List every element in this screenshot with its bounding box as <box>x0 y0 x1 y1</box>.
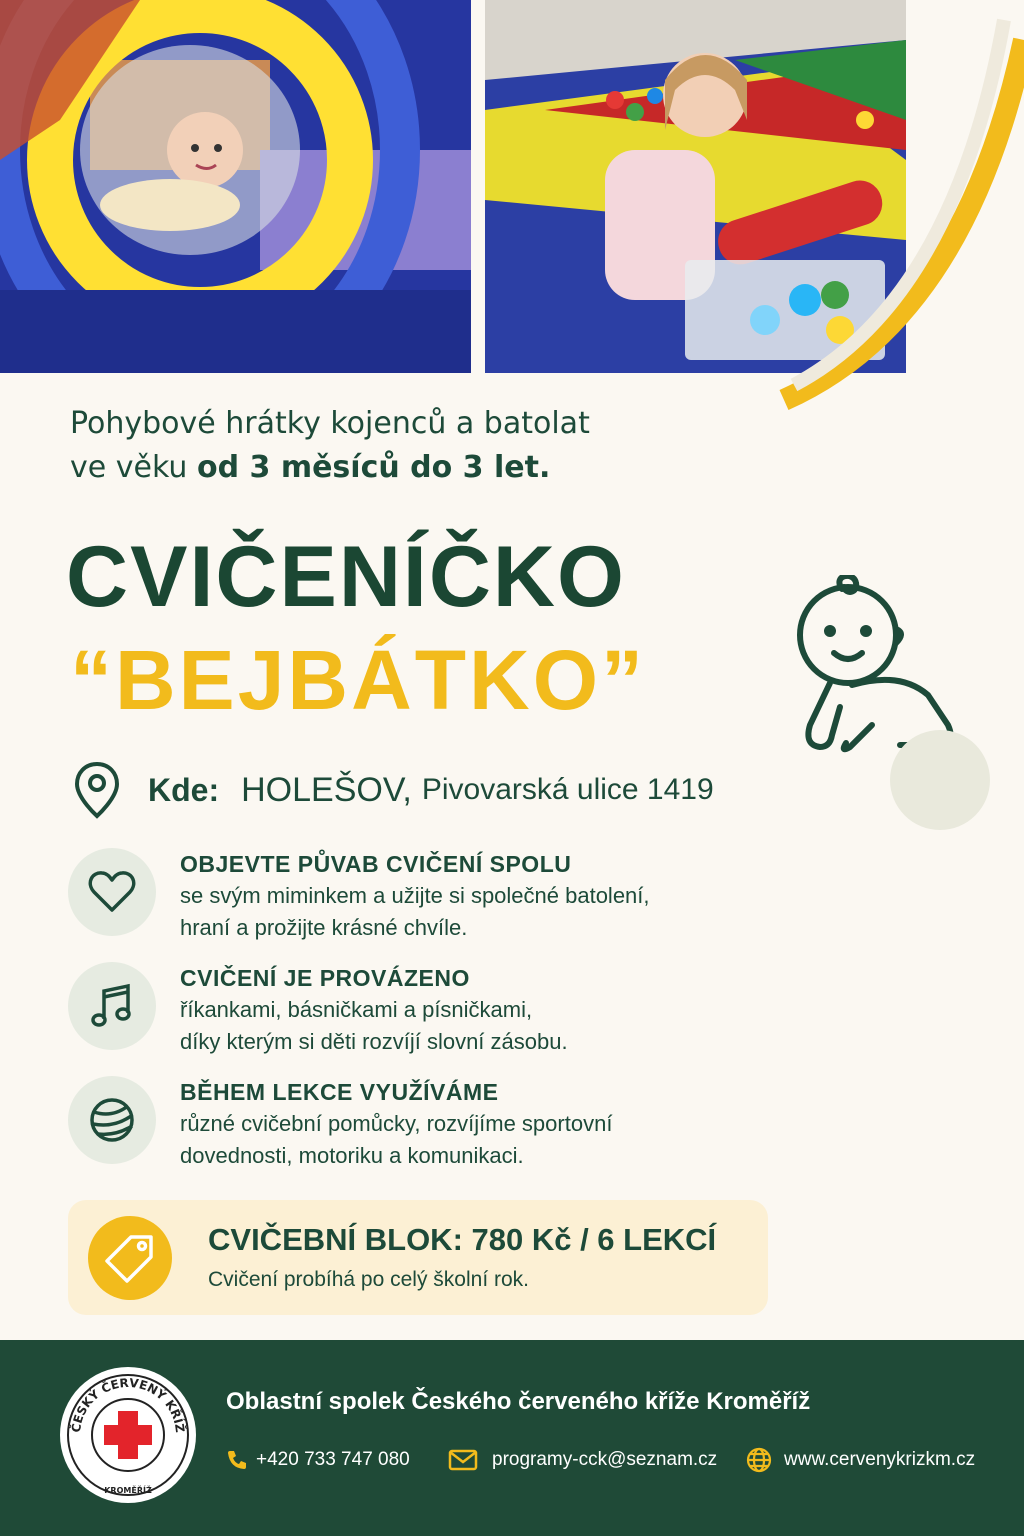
page-title: CVIČENÍČKO <box>66 529 626 625</box>
feature-title: CVIČENÍ JE PROVÁZENO <box>180 965 470 991</box>
price-title: CVIČEBNÍ BLOK: 780 Kč / 6 LEKCÍ <box>208 1222 717 1257</box>
feature-line: díky kterým si děti rozvíjí slovní zásobu. <box>180 1029 568 1054</box>
feature-title: OBJEVTE PŮVAB CVIČENÍ SPOLU <box>180 851 572 877</box>
photo-baby-tunnel <box>0 0 471 373</box>
location-street: Pivovarská ulice 1419 <box>421 773 714 806</box>
intro-age-range: od 3 měsíců do 3 let. <box>196 450 551 485</box>
footer <box>0 1340 1024 1536</box>
feature-line: se svým miminkem a užijte si společné batolení, <box>180 883 650 908</box>
intro-line-2-prefix: ve věku <box>70 450 197 485</box>
email-address: programy-cck@seznam.cz <box>492 1449 718 1470</box>
logo-text-bottom: KROMĚŘÍŽ <box>104 1486 152 1495</box>
organization-name: Oblastní spolek Českého červeného kříže Kroměříž <box>226 1388 811 1415</box>
decorative-arc <box>764 0 1024 420</box>
feature-line: dovednosti, motoriku a komunikaci. <box>180 1143 524 1168</box>
map-pin-icon <box>72 760 122 820</box>
heart-icon <box>68 848 156 936</box>
intro-text <box>70 402 710 490</box>
intro-line-2 <box>70 446 710 490</box>
logo-text-top: ČESKÝ ČERVENÝ KŘÍŽ <box>68 1375 188 1434</box>
mail-icon <box>448 1449 478 1471</box>
phone-number: +420 733 747 080 <box>256 1449 410 1470</box>
feature-title: BĚHEM LEKCE VYUŽÍVÁME <box>180 1079 499 1105</box>
website-url: www.cervenykrizkm.cz <box>784 1449 976 1470</box>
red-cross-logo <box>58 1365 198 1505</box>
feature-line: různé cvičební pomůcky, rozvíjíme sportovní <box>180 1111 613 1136</box>
price-tag-icon <box>88 1216 172 1300</box>
decorative-circle <box>890 730 990 830</box>
page-subtitle: “BEJBÁTKO” <box>70 633 647 727</box>
contact-phone[interactable] <box>226 1445 410 1475</box>
contact-website[interactable] <box>746 1445 975 1475</box>
phone-icon <box>226 1449 248 1471</box>
location <box>72 760 714 820</box>
ball-icon <box>68 1076 156 1164</box>
globe-icon <box>746 1447 772 1473</box>
price-subtitle: Cvičení probíhá po celý školní rok. <box>208 1268 529 1291</box>
contact-email[interactable] <box>448 1445 717 1475</box>
location-city: HOLEŠOV, <box>241 770 412 809</box>
feature-line: říkankami, básničkami a písničkami, <box>180 997 533 1022</box>
feature-line: hraní a prožijte krásné chvíle. <box>180 915 468 940</box>
location-label: Kde: <box>148 771 220 808</box>
music-note-icon <box>68 962 156 1050</box>
price-box <box>68 1200 768 1315</box>
intro-line-1: Pohybové hrátky kojenců a batolat <box>70 406 590 441</box>
